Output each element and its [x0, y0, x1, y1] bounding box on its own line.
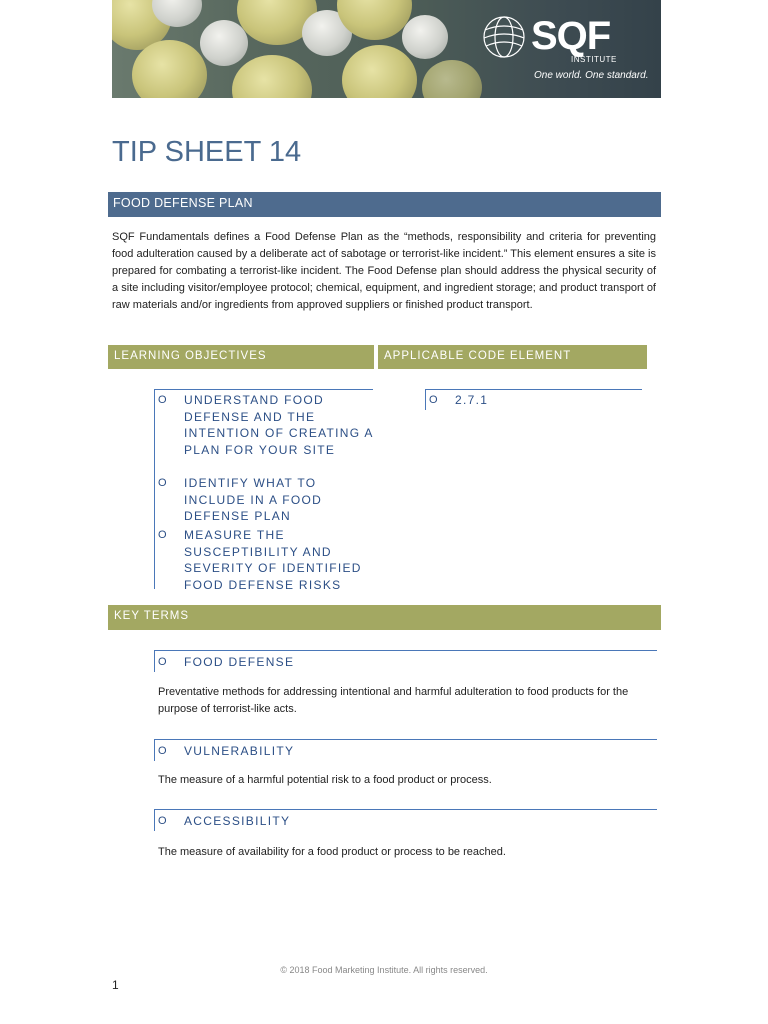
- term-definition: Preventative methods for addressing intentional and harmful adulteration to food products for the purpose of terrorist-like acts.: [158, 686, 629, 715]
- bullet-icon: O: [158, 394, 167, 406]
- learning-objectives-header: LEARNING OBJECTIVES: [108, 345, 374, 369]
- globe-icon: [479, 12, 529, 62]
- bullet-icon: O: [158, 656, 167, 668]
- bottle-image: [232, 55, 312, 98]
- term-left-rule: [154, 650, 155, 672]
- term-left-rule: [154, 739, 155, 761]
- header-banner: [112, 0, 661, 98]
- term-name: VULNERABILITY: [184, 744, 295, 758]
- objectives-left-rule: [154, 389, 155, 589]
- list-item: [158, 475, 373, 523]
- code-left-rule: [425, 389, 426, 410]
- tagline: One world. One standard.: [534, 70, 649, 81]
- objective-text: MEASURE THE SUSCEPTIBILITY AND SEVERITY OF IDENTIFIED FOOD DEFENSE RISKS: [184, 528, 362, 592]
- bullet-icon: O: [158, 815, 167, 827]
- page-title: TIP SHEET 14: [112, 136, 302, 168]
- list-item: [158, 392, 373, 458]
- list-item: [158, 813, 648, 831]
- section-header: FOOD DEFENSE PLAN: [108, 192, 661, 217]
- bullet-icon: O: [158, 745, 167, 757]
- term-name: ACCESSIBILITY: [184, 814, 291, 828]
- sqf-logo: [479, 10, 649, 90]
- objective-text: IDENTIFY WHAT TO INCLUDE IN A FOOD DEFENSE PLAN: [184, 476, 323, 523]
- page-number: 1: [112, 978, 119, 992]
- term-top-rule: [154, 809, 657, 810]
- list-item: [158, 743, 648, 761]
- list-item: [429, 392, 629, 410]
- bottle-image: [132, 40, 207, 98]
- code-element-header: APPLICABLE CODE ELEMENT: [378, 345, 647, 369]
- code-element-value: 2.7.1: [455, 393, 489, 407]
- list-item: [158, 527, 373, 593]
- copyright-footer: © 2018 Food Marketing Institute. All rights reserved.: [280, 965, 488, 975]
- bullet-icon: O: [429, 394, 438, 406]
- objectives-top-rule: [154, 389, 373, 390]
- code-top-rule: [425, 389, 642, 390]
- bottle-image: [342, 45, 417, 98]
- term-definition: The measure of availability for a food product or process to be reached.: [158, 846, 506, 858]
- bottle-image: [422, 60, 482, 98]
- bullet-icon: O: [158, 529, 167, 541]
- key-terms-header: KEY TERMS: [108, 605, 661, 630]
- objective-text: UNDERSTAND FOOD DEFENSE AND THE INTENTION OF CREATING A PLAN FOR YOUR SITE: [184, 393, 374, 457]
- term-top-rule: [154, 650, 657, 651]
- list-item: [158, 654, 648, 672]
- logo-subtext: INSTITUTE: [571, 55, 617, 64]
- bottle-cap-image: [402, 15, 448, 59]
- logo-text: SQF: [531, 14, 611, 58]
- term-definition: The measure of a harmful potential risk to a food product or process.: [158, 774, 492, 786]
- term-left-rule: [154, 809, 155, 831]
- term-top-rule: [154, 739, 657, 740]
- term-name: FOOD DEFENSE: [184, 655, 295, 669]
- bottle-cap-image: [200, 20, 248, 66]
- intro-paragraph: SQF Fundamentals defines a Food Defense Plan as the “methods, responsibility and criteria for preventing food adulteration caused by a deliberate act of sabotage or terrorist-like incident.” This element ensures a site is prepared for combating a terrorist-like incident. The Food Defense plan should address the physical security of a site including visitor/employee protocol; chemical, equipment, and ingredient storage; and product transport of raw materials and/or ingredients from approved suppliers or finished product transport.: [112, 231, 656, 311]
- bullet-icon: O: [158, 477, 167, 489]
